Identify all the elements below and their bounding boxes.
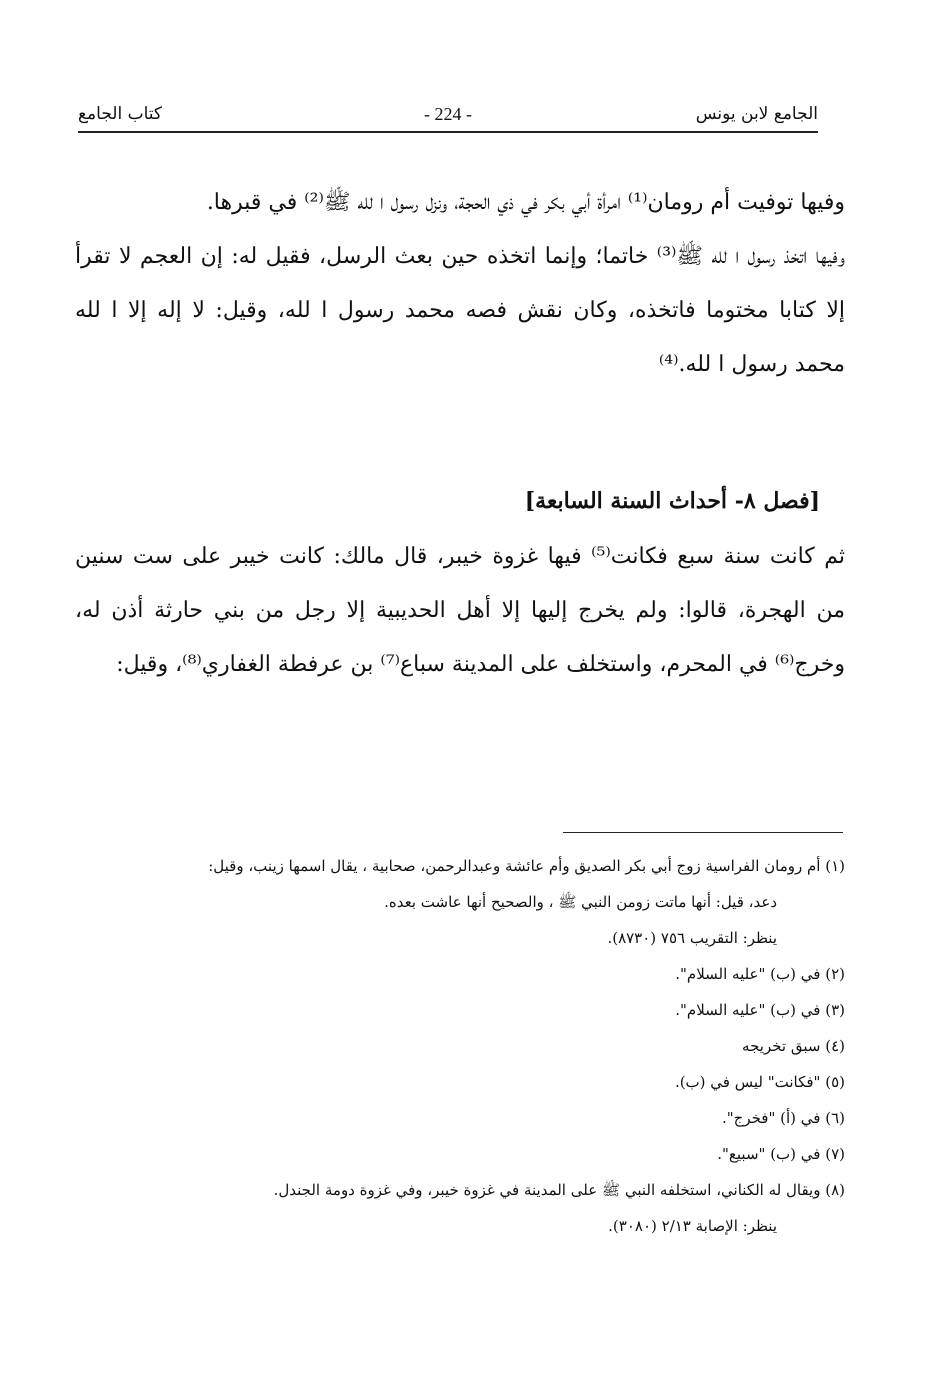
body-text-top [75, 176, 845, 392]
footnote-line: (٧) في (ب) "سبيع". [717, 1145, 845, 1163]
footnote-line: (٣) في (ب) "عليه السلام". [675, 1001, 845, 1019]
footnote-line: (٥) "فكانت" ليس في (ب). [674, 1073, 845, 1091]
paragraph-khaybar: ثم كانت سنة سبع فكانت⁽⁵⁾ فيها غزوة خيبر، قال مالك: كانت خيبر على ست سنين من الهجرة، قالوا: ولم يخرج إليها إلا أهل الحديبية إلا رجل من بني حارثة أذن له، وخرج⁽⁶⁾ في المحرم، واستخلف على المدينة سباع⁽⁷⁾ بن عرفطة الغفاري⁽⁸⁾، وقيل: [75, 544, 845, 677]
running-header [78, 104, 818, 130]
page-number: - 224 - [424, 104, 472, 124]
section-heading: [فصل ٨- أحداث السنة السابعة] [524, 488, 820, 514]
footnote-line: (١) أم رومان الفراسية زوج أبي بكر الصديق وأم عائشة وعبدالرحمن، صحابية ، يقال اسمها زينب، وقيل: [208, 857, 845, 875]
header-rule [78, 131, 818, 133]
footnote-line: دعد، قيل: أنها ماتت زومن النبي ﷺ ، والصحيح أنها عاشت بعده. [384, 893, 777, 911]
footnote-line: (٨) ويقال له الكناني، استخلفه النبي ﷺ على المدينة في غزوة خيبر، وفي غزوة دومة الجندل. [273, 1181, 845, 1199]
footnote-line: (٢) في (ب) "عليه السلام". [675, 965, 845, 983]
body-text-section [75, 530, 845, 692]
paragraph-umm-ruman: وفيها توفيت أم رومان⁽¹⁾ امرأة أبي بكر في ذي الحجة، ونزل رسول ا لله ﷺ⁽²⁾ في قبرها. [206, 190, 845, 215]
footnote-line: (٤) سبق تخريجه [742, 1037, 845, 1055]
footnote-rule [563, 832, 843, 833]
section-title: كتاب الجامع [78, 104, 163, 124]
paragraph-ring: وفيها اتخذ رسول ا لله ﷺ⁽³⁾ خاتما؛ وإنما اتخذه حين بعث الرسل، فقيل له: إن العجم لا تقرأ إلا كتابا مختوما فاتخذه، وكان نقش فصه محمد رسول ا لله، وقيل: لا إله إلا ا لله محمد رسول ا لله.⁽⁴⁾ [75, 244, 845, 377]
footnote-line: (٦) في (أ) "فخرج". [721, 1109, 845, 1127]
footnotes [70, 848, 845, 1244]
footnote-line: ينظر: التقريب ٧٥٦ (٨٧٣٠). [607, 929, 777, 947]
footnote-line: ينظر: الإصابة ٢/١٣ (٣٠٨٠). [608, 1217, 777, 1235]
book-title: الجامع لابن يونس [695, 104, 818, 124]
